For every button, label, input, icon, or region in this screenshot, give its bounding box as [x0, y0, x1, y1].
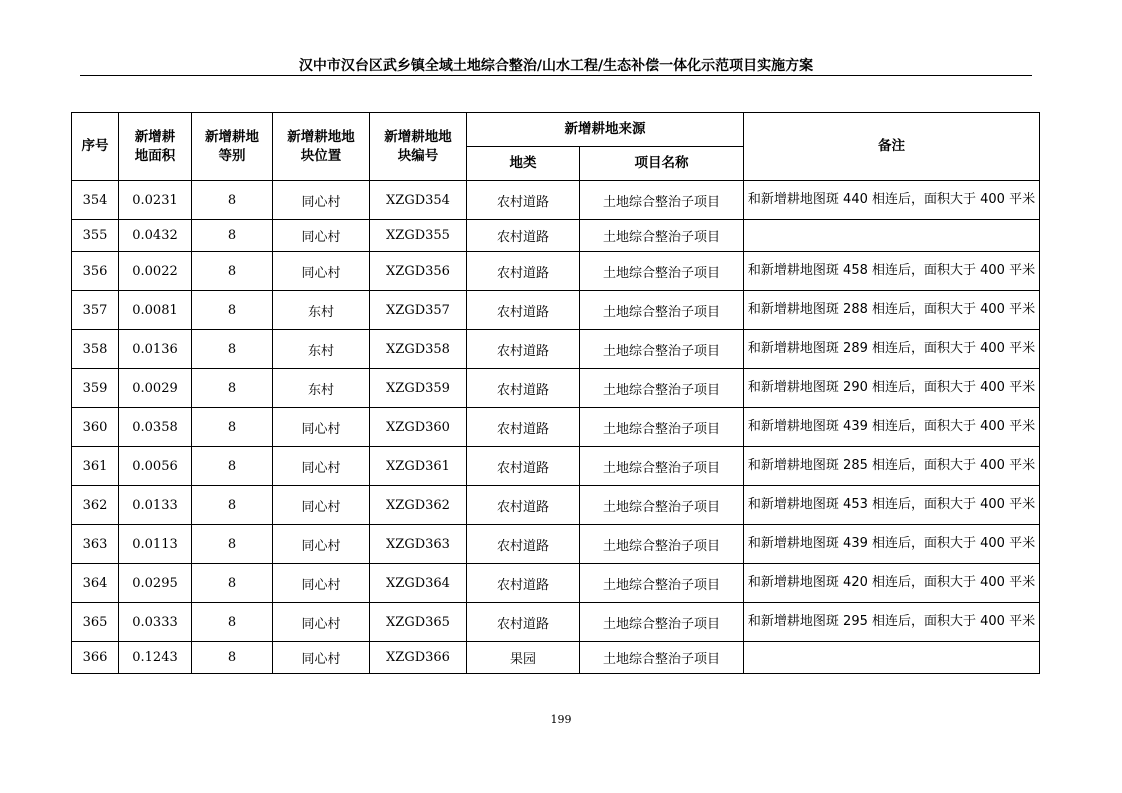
- cell-project-name: 土地综合整治子项目: [580, 642, 744, 674]
- header-remarks: 备注: [744, 113, 1040, 181]
- cell-land-type: 农村道路: [467, 369, 580, 408]
- cell-remarks: 和新增耕地图斑 439 相连后，面积大于 400 平米: [744, 525, 1040, 564]
- cell-land-type: 农村道路: [467, 330, 580, 369]
- cell-project-name: 土地综合整治子项目: [580, 330, 744, 369]
- table-row: [72, 525, 1040, 564]
- cell-remarks: 和新增耕地图斑 453 相连后，面积大于 400 平米: [744, 486, 1040, 525]
- cell-location: 同心村: [273, 181, 370, 220]
- cell-project-name: 土地综合整治子项目: [580, 181, 744, 220]
- cell-seq: 355: [72, 220, 119, 252]
- cell-location: 东村: [273, 369, 370, 408]
- cell-project-name: 土地综合整治子项目: [580, 291, 744, 330]
- cell-code: XZGD365: [370, 603, 467, 642]
- cell-seq: 362: [72, 486, 119, 525]
- cell-code: XZGD358: [370, 330, 467, 369]
- cell-location: 东村: [273, 291, 370, 330]
- cell-code: XZGD366: [370, 642, 467, 674]
- header-land-type: 地类: [467, 147, 580, 181]
- cell-land-type: 农村道路: [467, 220, 580, 252]
- cell-code: XZGD356: [370, 252, 467, 291]
- cell-location: 同心村: [273, 564, 370, 603]
- cell-land-type: 农村道路: [467, 291, 580, 330]
- cell-location: 同心村: [273, 525, 370, 564]
- cell-location: 同心村: [273, 252, 370, 291]
- cell-area: 0.0358: [119, 408, 192, 447]
- cell-land-type: 农村道路: [467, 408, 580, 447]
- cell-area: 0.0056: [119, 447, 192, 486]
- cell-location: 同心村: [273, 642, 370, 674]
- cell-grade: 8: [192, 603, 273, 642]
- cell-code: XZGD357: [370, 291, 467, 330]
- table-row: [72, 369, 1040, 408]
- cell-code: XZGD364: [370, 564, 467, 603]
- cell-remarks: 和新增耕地图斑 440 相连后，面积大于 400 平米: [744, 181, 1040, 220]
- cell-area: 0.0295: [119, 564, 192, 603]
- header-divider: [80, 75, 1032, 76]
- cell-seq: 360: [72, 408, 119, 447]
- cell-remarks: 和新增耕地图斑 420 相连后，面积大于 400 平米: [744, 564, 1040, 603]
- cell-seq: 361: [72, 447, 119, 486]
- cell-seq: 358: [72, 330, 119, 369]
- cell-seq: 364: [72, 564, 119, 603]
- cell-location: 东村: [273, 330, 370, 369]
- cell-grade: 8: [192, 291, 273, 330]
- cell-land-type: 农村道路: [467, 447, 580, 486]
- cell-project-name: 土地综合整治子项目: [580, 603, 744, 642]
- header-project-name: 项目名称: [580, 147, 744, 181]
- cell-remarks: 和新增耕地图斑 295 相连后，面积大于 400 平米: [744, 603, 1040, 642]
- table-row: [72, 181, 1040, 220]
- cell-area: 0.0136: [119, 330, 192, 369]
- cell-grade: 8: [192, 220, 273, 252]
- page-number: 199: [550, 713, 572, 726]
- cell-area: 0.0081: [119, 291, 192, 330]
- cell-seq: 354: [72, 181, 119, 220]
- cell-project-name: 土地综合整治子项目: [580, 486, 744, 525]
- cell-land-type: 农村道路: [467, 564, 580, 603]
- cell-area: 0.0333: [119, 603, 192, 642]
- cell-area: 0.0022: [119, 252, 192, 291]
- cell-code: XZGD355: [370, 220, 467, 252]
- table-row: [72, 486, 1040, 525]
- cell-grade: 8: [192, 642, 273, 674]
- cell-area: 0.0231: [119, 181, 192, 220]
- table-row: [72, 330, 1040, 369]
- table-row: [72, 642, 1040, 674]
- table-row: [72, 603, 1040, 642]
- cell-remarks: 和新增耕地图斑 289 相连后，面积大于 400 平米: [744, 330, 1040, 369]
- cell-location: 同心村: [273, 408, 370, 447]
- cell-project-name: 土地综合整治子项目: [580, 447, 744, 486]
- cell-code: XZGD362: [370, 486, 467, 525]
- cell-grade: 8: [192, 181, 273, 220]
- header-source-group: 新增耕地来源: [467, 113, 744, 147]
- table-row: [72, 252, 1040, 291]
- cell-seq: 356: [72, 252, 119, 291]
- cell-land-type: 农村道路: [467, 603, 580, 642]
- cell-seq: 366: [72, 642, 119, 674]
- cell-grade: 8: [192, 525, 273, 564]
- cell-grade: 8: [192, 369, 273, 408]
- cell-code: XZGD359: [370, 369, 467, 408]
- cell-seq: 363: [72, 525, 119, 564]
- cell-code: XZGD363: [370, 525, 467, 564]
- cell-code: XZGD360: [370, 408, 467, 447]
- cell-seq: 359: [72, 369, 119, 408]
- table-body: [72, 181, 1040, 674]
- cell-remarks: 和新增耕地图斑 285 相连后，面积大于 400 平米: [744, 447, 1040, 486]
- cell-grade: 8: [192, 330, 273, 369]
- cell-location: 同心村: [273, 486, 370, 525]
- table-row: [72, 408, 1040, 447]
- cell-seq: 365: [72, 603, 119, 642]
- cell-code: XZGD354: [370, 181, 467, 220]
- cell-remarks: 和新增耕地图斑 458 相连后，面积大于 400 平米: [744, 252, 1040, 291]
- cell-grade: 8: [192, 408, 273, 447]
- cell-project-name: 土地综合整治子项目: [580, 564, 744, 603]
- header-seq: 序号: [72, 113, 119, 181]
- cell-land-type: 农村道路: [467, 252, 580, 291]
- cell-location: 同心村: [273, 220, 370, 252]
- document-title: 汉中市汉台区武乡镇全域土地综合整治/山水工程/生态补偿一体化示范项目实施方案: [298, 58, 814, 74]
- cell-remarks: 和新增耕地图斑 288 相连后，面积大于 400 平米: [744, 291, 1040, 330]
- header-location: 新增耕地地 块位置: [273, 113, 370, 181]
- cell-land-type: 农村道路: [467, 486, 580, 525]
- cell-area: 0.0133: [119, 486, 192, 525]
- cell-remarks: [744, 220, 1040, 252]
- cell-project-name: 土地综合整治子项目: [580, 220, 744, 252]
- header-area: 新增耕 地面积: [119, 113, 192, 181]
- cell-land-type: 农村道路: [467, 181, 580, 220]
- cell-project-name: 土地综合整治子项目: [580, 408, 744, 447]
- cell-area: 0.0029: [119, 369, 192, 408]
- header-grade: 新增耕地 等别: [192, 113, 273, 181]
- cell-project-name: 土地综合整治子项目: [580, 252, 744, 291]
- cell-area: 0.0113: [119, 525, 192, 564]
- cell-grade: 8: [192, 252, 273, 291]
- cell-project-name: 土地综合整治子项目: [580, 525, 744, 564]
- cell-area: 0.1243: [119, 642, 192, 674]
- cell-area: 0.0432: [119, 220, 192, 252]
- table-header-row: [72, 113, 1040, 147]
- cell-remarks: 和新增耕地图斑 439 相连后，面积大于 400 平米: [744, 408, 1040, 447]
- new-farmland-table: [71, 112, 1040, 674]
- cell-location: 同心村: [273, 603, 370, 642]
- cell-seq: 357: [72, 291, 119, 330]
- table-row: [72, 564, 1040, 603]
- cell-grade: 8: [192, 447, 273, 486]
- cell-location: 同心村: [273, 447, 370, 486]
- cell-remarks: 和新增耕地图斑 290 相连后，面积大于 400 平米: [744, 369, 1040, 408]
- table-row: [72, 447, 1040, 486]
- cell-land-type: 农村道路: [467, 525, 580, 564]
- cell-remarks: [744, 642, 1040, 674]
- table-row: [72, 291, 1040, 330]
- cell-grade: 8: [192, 564, 273, 603]
- cell-project-name: 土地综合整治子项目: [580, 369, 744, 408]
- cell-code: XZGD361: [370, 447, 467, 486]
- cell-land-type: 果园: [467, 642, 580, 674]
- table-row: [72, 220, 1040, 252]
- cell-grade: 8: [192, 486, 273, 525]
- header-code: 新增耕地地 块编号: [370, 113, 467, 181]
